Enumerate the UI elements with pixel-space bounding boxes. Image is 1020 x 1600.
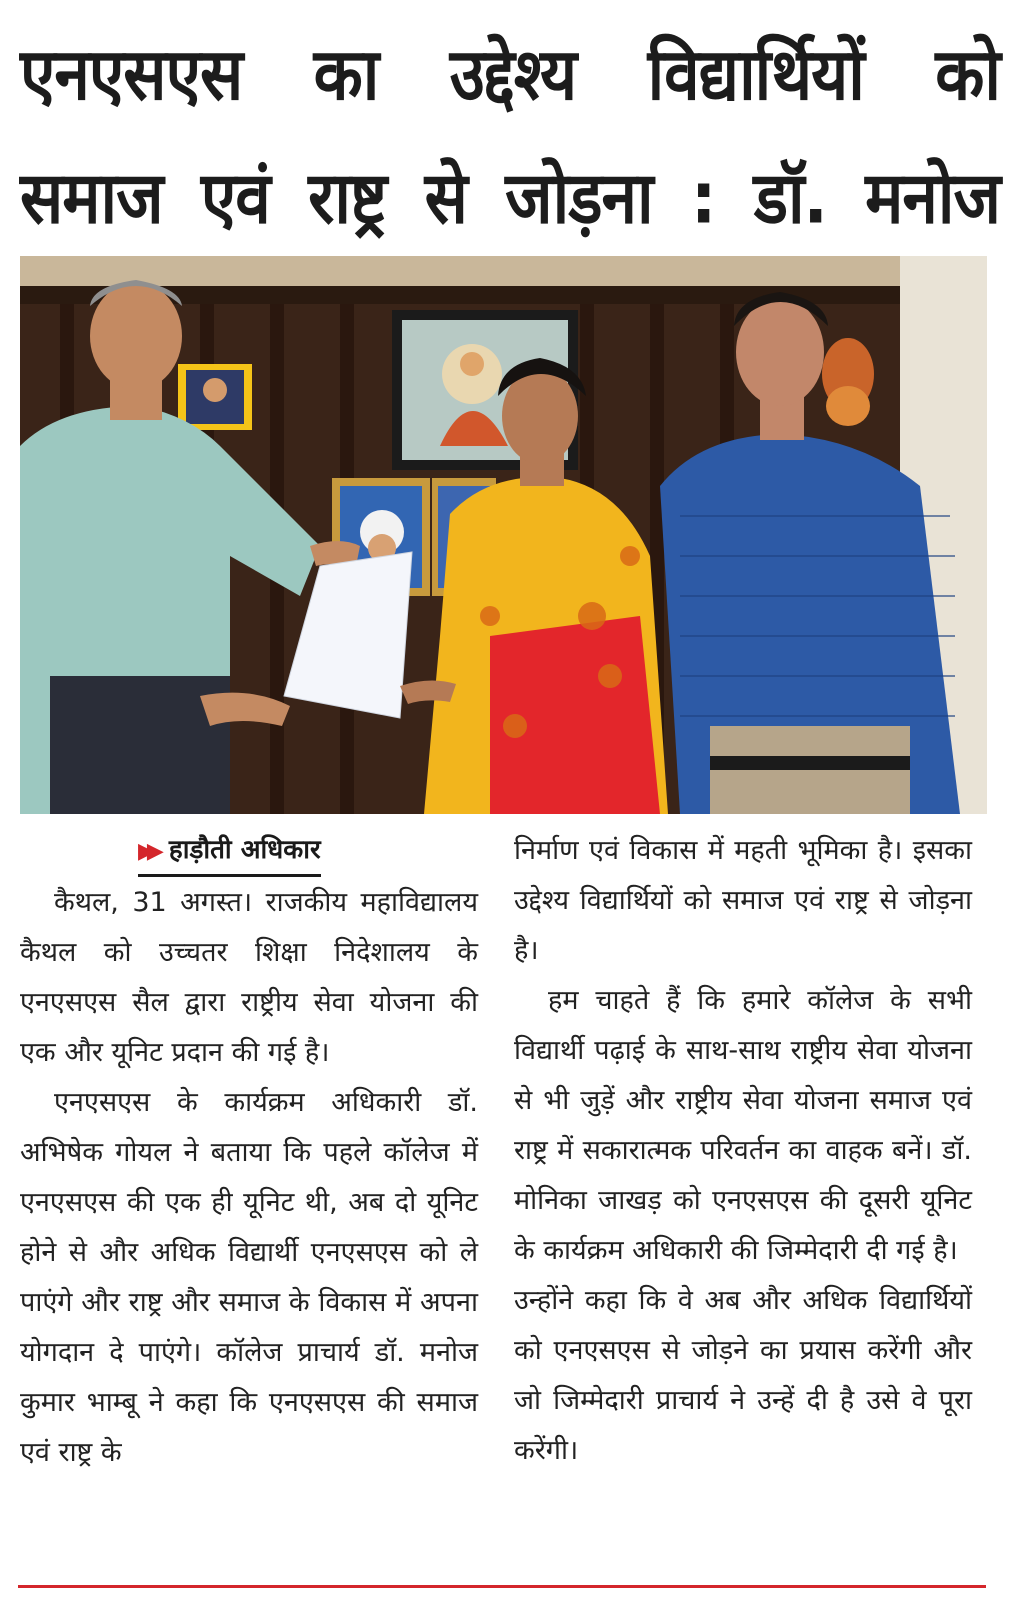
news-photo xyxy=(20,256,987,814)
headline-line-2: समाज एवं राष्ट्र से जोड़ना : डॉ. मनोज xyxy=(20,157,1000,241)
news-photo-illustration xyxy=(20,256,987,814)
right-paragraph-2: हम चाहते हैं कि हमारे कॉलेज के सभी विद्यार्थी पढ़ाई के साथ-साथ राष्ट्रीय सेवा योजना से भी जुड़ें और राष्ट्रीय सेवा योजना समाज एवं राष्ट्र में सकारात्मक परिवर्तन का वाहक बनें। डॉ. मोनिका जाखड़ को एनएसएस की दूसरी यूनिट के कार्यक्रम अधिकारी की जिम्मेदारी दी गई है। xyxy=(514,985,972,1266)
headline xyxy=(20,14,1000,260)
right-paragraph-3: उन्होंने कहा कि वे अब और अधिक विद्यार्थियों को एनएसएस से जोड़ने का प्रयास करेंगी और जो जिम्मेदारी प्राचार्य ने उन्हें दी है उसे वे पूरा करेंगी। xyxy=(514,1285,972,1466)
right-paragraph-1: निर्माण एवं विकास में महती भूमिका है। इसका उद्देश्य विद्यार्थियों को समाज एवं राष्ट्र से जोड़ना है। xyxy=(514,835,972,966)
byline-source: हाड़ौती अधिकार xyxy=(168,835,321,865)
article-left-column xyxy=(20,878,478,1478)
bottom-divider xyxy=(18,1585,986,1588)
byline-arrow-icon: ▶▶ xyxy=(138,839,156,864)
headline-line-1: एनएसएस का उद्देश्य विद्यार्थियों को xyxy=(20,34,1000,118)
left-paragraph-2: एनएसएस के कार्यक्रम अधिकारी डॉ. अभिषेक गोयल ने बताया कि पहले कॉलेज में एनएसएस की एक ही यूनिट थी, अब दो यूनिट होने से और अधिक विद्यार्थी एनएसएस को ले पाएंगे और राष्ट्र और समाज के विकास में अपना योगदान दे पाएंगे। कॉलेज प्राचार्य डॉ. मनोज कुमार भाम्बू ने कहा कि एनएसएस की समाज एवं राष्ट्र के xyxy=(20,1087,478,1468)
byline xyxy=(138,832,321,877)
article-right-column xyxy=(514,826,972,1476)
left-paragraph-1: कैथल, 31 अगस्त। राजकीय महाविद्यालय कैथल को उच्चतर शिक्षा निदेशालय के एनएसएस सैल द्वारा राष्ट्रीय सेवा योजना की एक और यूनिट प्रदान की गई है। xyxy=(20,887,478,1068)
